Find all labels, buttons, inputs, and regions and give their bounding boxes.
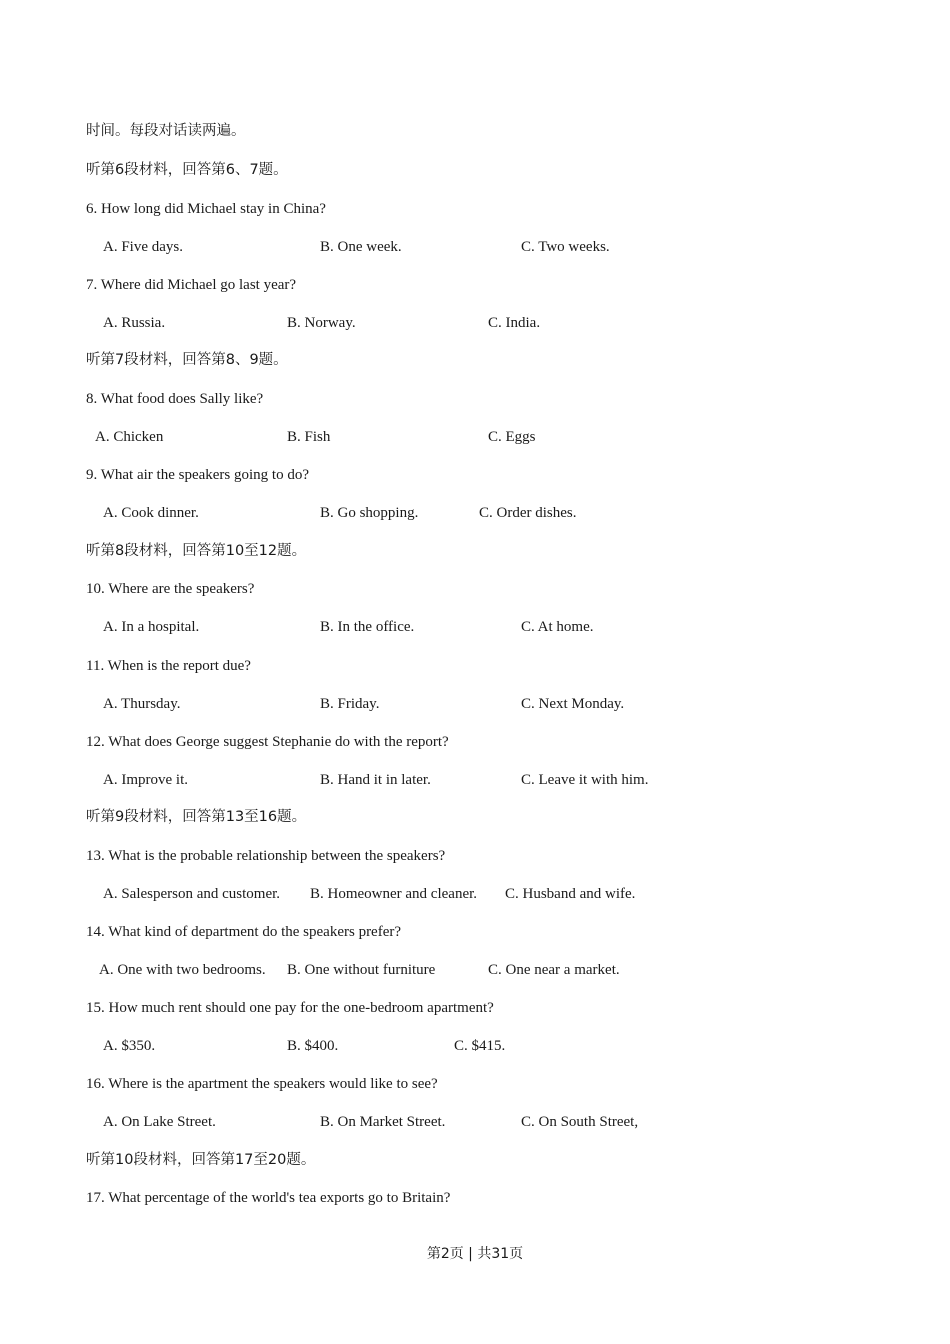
question-13: 13. What is the probable relationship between the speakers? (86, 848, 446, 864)
options-11 (0, 694, 950, 714)
option-16a: A. On Lake Street. (103, 1114, 216, 1130)
options-6 (0, 237, 950, 257)
options-15 (0, 1036, 950, 1056)
question-6: 6. How long did Michael stay in China? (86, 201, 326, 217)
question-16: 16. Where is the apartment the speakers would like to see? (86, 1076, 438, 1092)
option-14b: B. One without furniture (287, 962, 436, 978)
option-7c: C. India. (488, 315, 541, 331)
options-7 (0, 313, 950, 333)
option-13a: A. Salesperson and customer. (103, 886, 281, 902)
options-9 (0, 503, 950, 523)
option-15c: C. $415. (454, 1038, 506, 1054)
option-7b: B. Norway. (287, 315, 356, 331)
option-10c: C. At home. (521, 619, 594, 635)
question-15: 15. How much rent should one pay for the one-bedroom apartment? (86, 1000, 494, 1016)
option-9a: A. Cook dinner. (103, 505, 199, 521)
option-16c: C. On South Street, (521, 1114, 639, 1130)
question-9: 9. What air the speakers going to do? (86, 467, 309, 483)
option-9b: B. Go shopping. (320, 505, 419, 521)
option-10a: A. In a hospital. (103, 619, 200, 635)
option-12c: C. Leave it with him. (521, 772, 649, 788)
question-14: 14. What kind of department do the speakers prefer? (86, 924, 402, 940)
option-11a: A. Thursday. (103, 696, 181, 712)
section-heading-7: 听第7段材料，回答第8、9题。 (86, 352, 288, 368)
option-11b: B. Friday. (320, 696, 380, 712)
section-heading-8: 听第8段材料，回答第10至12题。 (86, 543, 307, 559)
option-6b: B. One week. (320, 239, 402, 255)
option-6c: C. Two weeks. (521, 239, 610, 255)
question-12: 12. What does George suggest Stephanie do with the report? (86, 734, 449, 750)
option-13c: C. Husband and wife. (505, 886, 636, 902)
option-7a: A. Russia. (103, 315, 166, 331)
question-7: 7. Where did Michael go last year? (86, 277, 297, 293)
option-11c: C. Next Monday. (521, 696, 625, 712)
question-17: 17. What percentage of the world's tea exports go to Britain? (86, 1190, 451, 1206)
options-13 (0, 884, 950, 904)
option-8c: C. Eggs (488, 429, 536, 445)
section-heading-6: 听第6段材料，回答第6、7题。 (86, 162, 288, 178)
options-16 (0, 1112, 950, 1132)
option-14a: A. One with two bedrooms. (99, 962, 266, 978)
option-13b: B. Homeowner and cleaner. (310, 886, 478, 902)
options-10 (0, 617, 950, 637)
question-10: 10. Where are the speakers? (86, 581, 255, 597)
option-12a: A. Improve it. (103, 772, 188, 788)
section-heading-10: 听第10段材料，回答第17至20题。 (86, 1152, 316, 1168)
section-heading-9: 听第9段材料，回答第13至16题。 (86, 809, 307, 825)
option-12b: B. Hand it in later. (320, 772, 431, 788)
options-14 (0, 960, 950, 980)
options-8 (0, 427, 950, 447)
question-11: 11. When is the report due? (86, 658, 251, 674)
option-15b: B. $400. (287, 1038, 339, 1054)
question-8: 8. What food does Sally like? (86, 391, 264, 407)
option-16b: B. On Market Street. (320, 1114, 446, 1130)
option-14c: C. One near a market. (488, 962, 620, 978)
intro-text: 时间。每段对话读两遍。 (86, 123, 246, 139)
option-8a: A. Chicken (95, 429, 164, 445)
page-footer: 第2页 | 共31页 (426, 1246, 524, 1262)
options-12 (0, 770, 950, 790)
option-6a: A. Five days. (103, 239, 183, 255)
option-8b: B. Fish (287, 429, 331, 445)
option-9c: C. Order dishes. (479, 505, 577, 521)
option-10b: B. In the office. (320, 619, 415, 635)
option-15a: A. $350. (103, 1038, 156, 1054)
